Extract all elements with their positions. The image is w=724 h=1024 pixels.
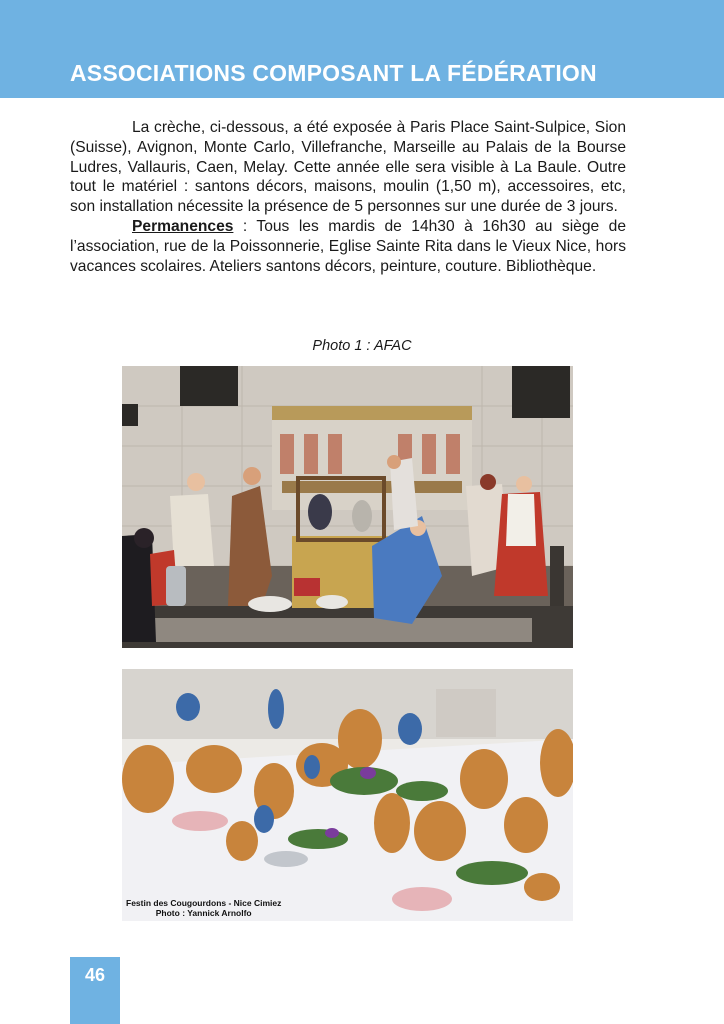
page-header (0, 0, 724, 98)
photo1-caption: Photo 1 : AFAC (312, 338, 412, 354)
paragraph-permanences (70, 217, 626, 276)
creche-photo (122, 366, 573, 648)
photo2-credit (126, 898, 281, 918)
photo2-credit-title: Festin des Cougourdons - Nice Cimiez (126, 898, 282, 908)
permanences-label: Permanences (132, 217, 234, 235)
permanences-text: : Tous les mardis de 14h30 à 16h30 au siège de l’association, rue de la Poissonnerie, Eglise Sainte Rita dans le Vieux Nice, hors vacances scolaires. Ateliers santons décors, peinture, couture. Bibliothèque. (70, 217, 626, 275)
cougourdons-photo (122, 669, 573, 921)
page-number-box (70, 957, 120, 1024)
paragraph-creche: La crèche, ci-dessous, a été exposée à Paris Place Saint-Sulpice, Sion (Suisse), Avignon, Monte Carlo, Villefranche, Marseille au Palais de la Bourse Ludres, Vallauris, Caen, Melay. Cette année elle sera visible à La Baule. Outre tout le matériel : santons décors, maisons, moulin (1,50 m), accessoires, etc, son installation nécessite la présence de 5 personnes sur une durée de 3 jours. (70, 119, 626, 216)
page-title: ASSOCIATIONS COMPOSANT LA FÉDÉRATION (70, 60, 597, 86)
photo2-credit-author: Photo : Yannick Arnolfo (155, 908, 252, 918)
body-text (70, 118, 626, 276)
page-number: 46 (84, 965, 106, 985)
